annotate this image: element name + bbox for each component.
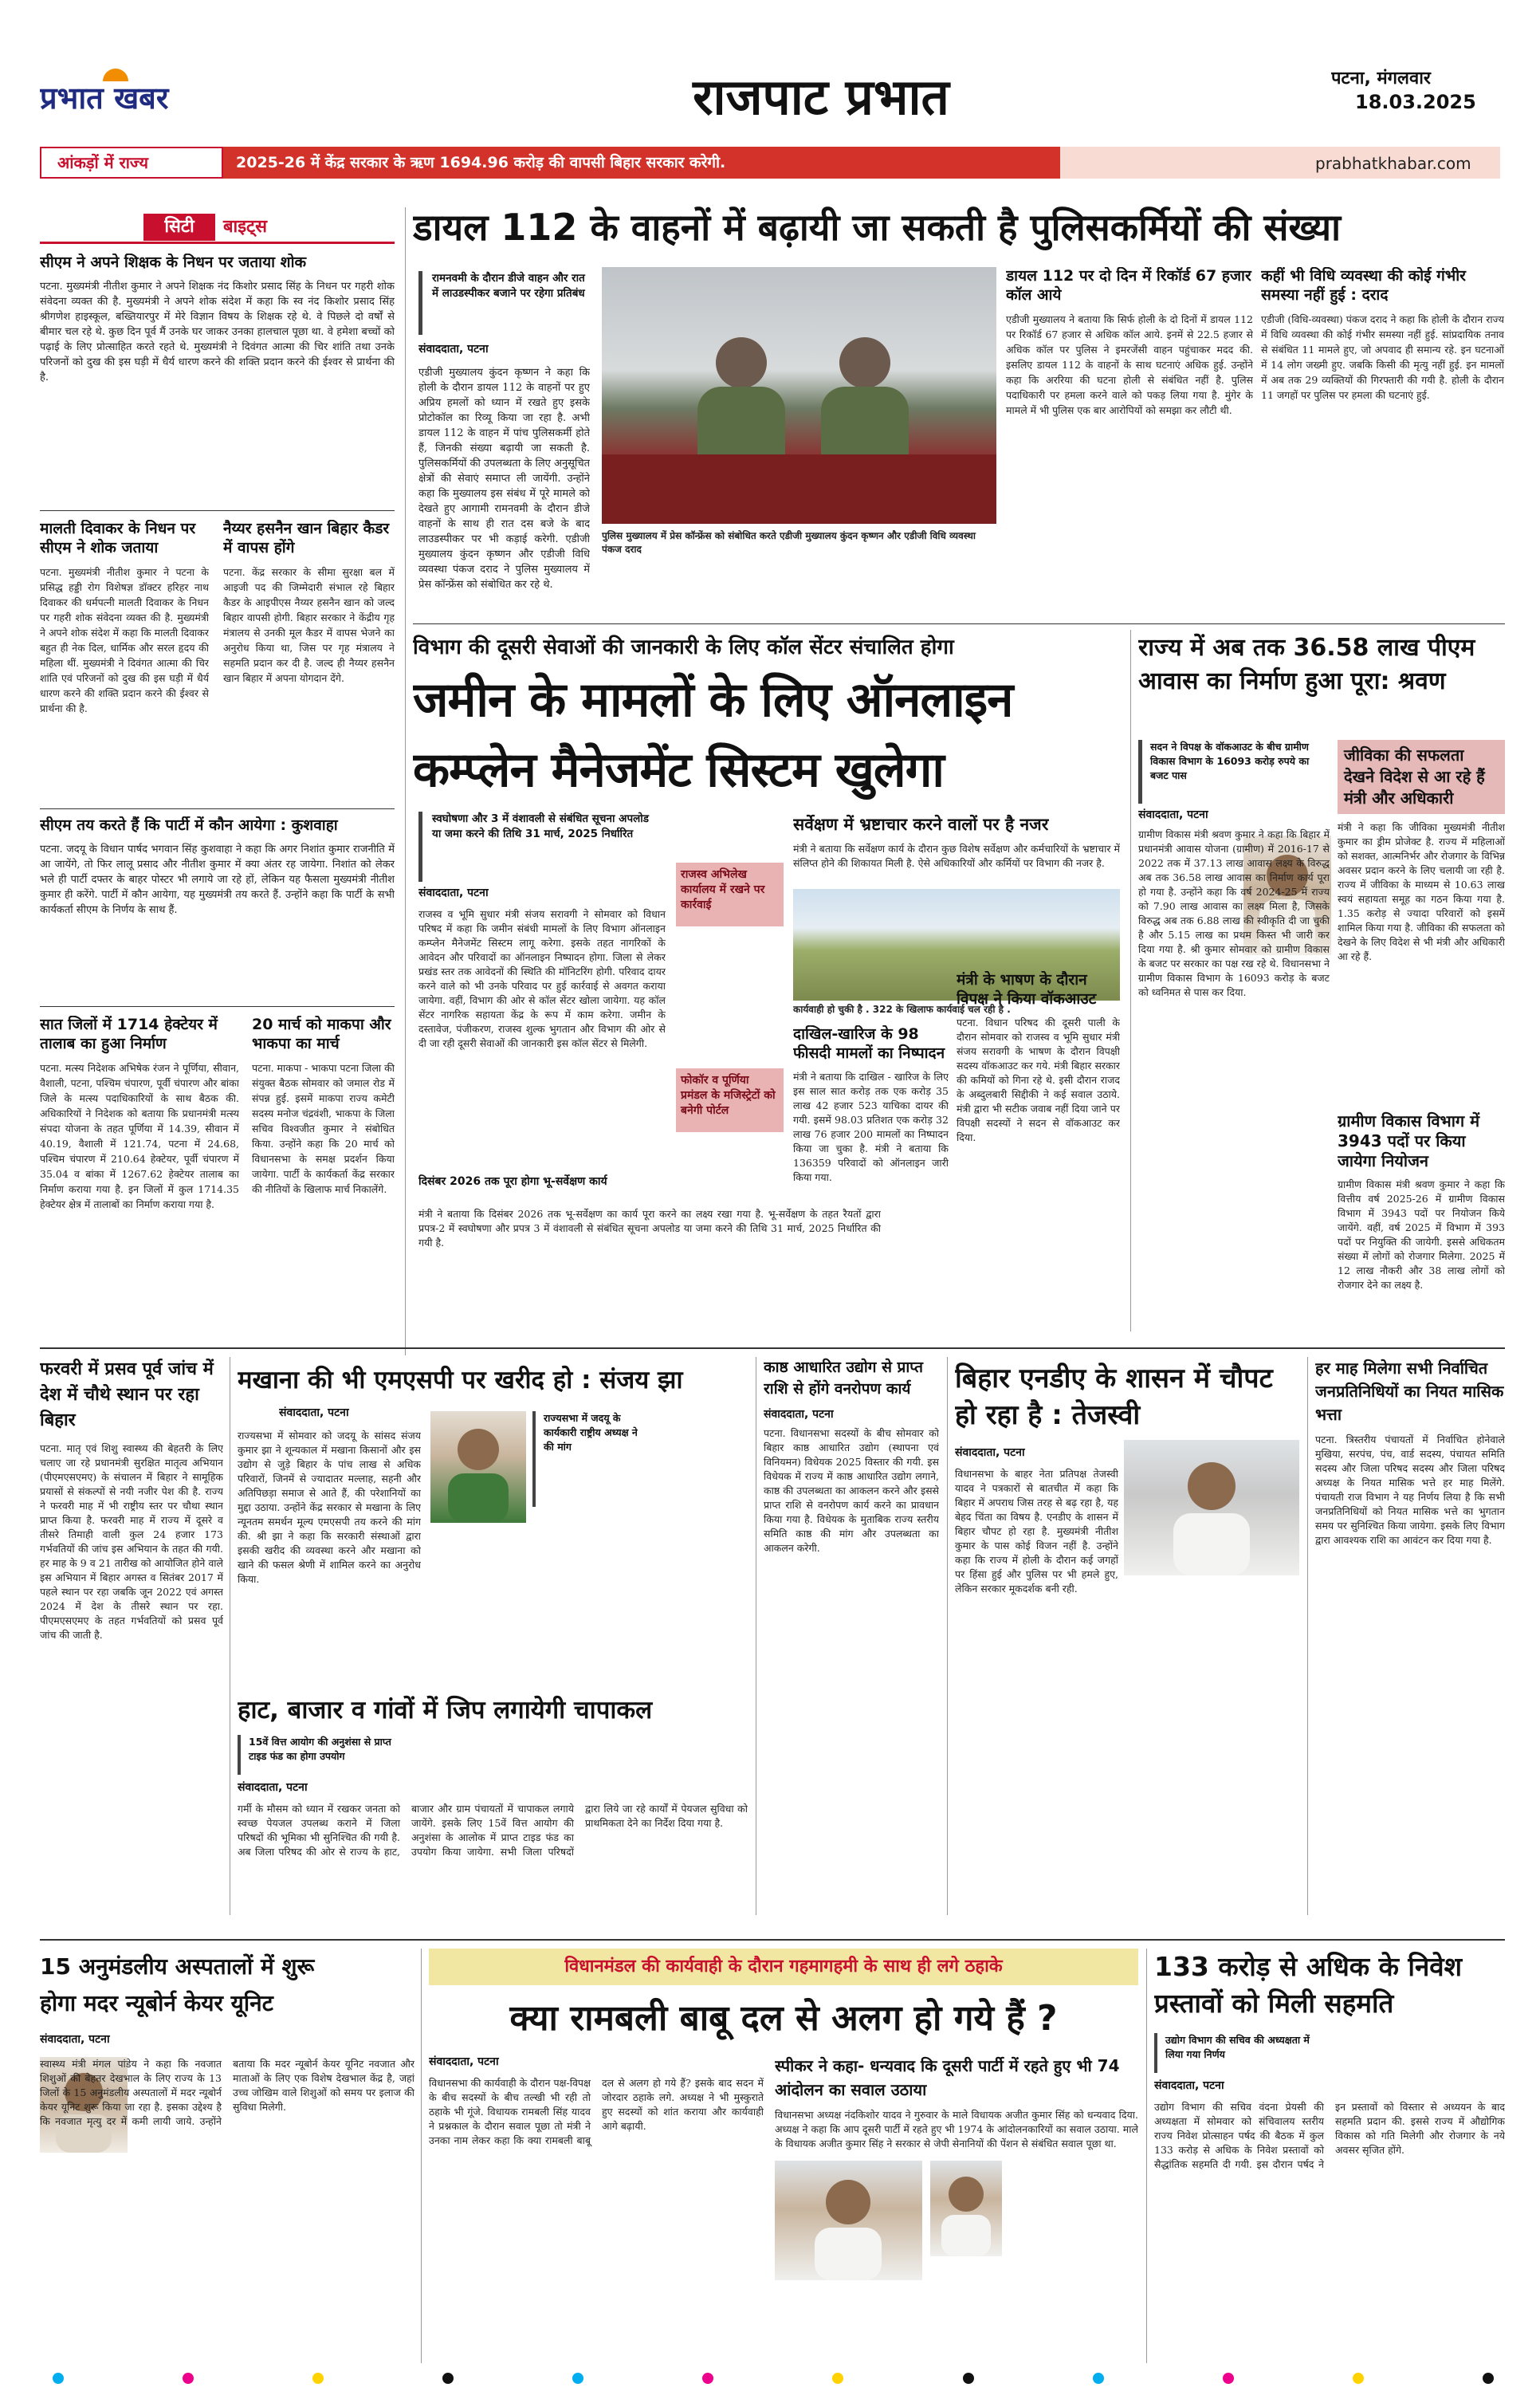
prabhat-khabar-logo[interactable]: प्रभात खबर [40, 65, 247, 113]
survey-photo-caption: कार्यवाही हो चुकी है . 322 के खिलाफ कार्यवाई चल रही है . [793, 1004, 1011, 1015]
hospital-text: स्वास्थ्य मंत्री मंगल पांडेय ने कहा कि नवजात शिशुओं की बेहतर देखभाल के लिए राज्य के 13 जिलों के 15 अनुमंडलीय अस्पतालों में मदर न्यूबोर्न केयर यूनिट शुरू किया जा रहा है. इसका उद्देश्य है कि नवजात मृत्यु दर में कमी लायी जाये. उन्होंने बताया कि मदर न्यूबोर्न केयर यूनिट नवजात और माताओं के लिए एक विशेष देखभाल केंद्र है, जहां उच्च जोखिम वाले शिशुओं को समय पर इलाज की सुविधा मिलेगी. [40, 2058, 414, 2127]
invest-bullet: उद्योग विभाग की सचिव की अध्यक्षता में लिया गया निर्णय [1154, 2033, 1322, 2073]
side-title: डायल 112 पर दो दिन में रिकॉर्ड 67 हजार कॉल आये [1006, 267, 1251, 304]
bite-2 [40, 520, 209, 831]
prasav-text: पटना. मातृ एवं शिशु स्वास्थ्य की बेहतरी के लिए चलाए जा रहे प्रधानमंत्री सुरक्षित मातृत्व अभियान (पीएमएसएमए) के संचालन में बिहार ने सामूहिक प्रयासों से संकल्पों से नयी नजीर पेश की है. राज्य ने फरवरी माह में भी राष्ट्रीय स्तर पर चौथा स्थान प्राप्त किया है. फरवरी माह में राज्य में दूसरे व तीसरे तिमाही वाली कुल 24 हजार 173 गर्भवतियों की जांच इस अभियान के तहत की गयी. हर माह के 9 व 21 तारीख को आयोजित होने वाले इस अभियान में बिहार अगस्त व सितंबर 2017 में पहले स्थान पर रहा जबकि जून 2022 एवं अगस्त 2024 में देश के तीसरे स्थान पर रहा. पीएमएसएमए के तहत गर्भवतियों को प्रसव पूर्व जांच की जाती है. [40, 1442, 223, 1641]
lead-side-2 [1261, 267, 1504, 618]
dakhil-title: दाखिल-खारिज के 98 फीसदी मामलों का निष्पादन [793, 1025, 945, 1062]
hospital-title-1: 15 अनुमंडलीय अस्पतालों में शुरू [40, 1953, 315, 1980]
stats-bar [40, 147, 1500, 179]
land-text: राजस्व व भूमि सुधार मंत्री संजय सरावगी ने सोमवार को विधान परिषद में कहा कि जमीन संबंधी मामलों के लिए विभाग ऑनलाइन कम्प्लेन मैनेजमेंट सिस्टम लागू करेगा. इसके तहत नागरिकों के आवेदन और परिवादों का ऑनलाइन निष्पादन होगा. जिला से लेकर प्रखंड स्तर तक आवेदनों की स्थिति की मॉनिटरिंग होगी. परिवाद दायर करने वाले को भी उनके परिवाद पर हुई कार्रवाई से अवगत कराया जायेगा. वहीं, विभाग की ओर से कॉल सेंटर खोला जायेगा. यह कॉल सेंटर नागरिक सहायता केंद्र के रूप में काम करेगा. जमीन के दस्तावेज, पंजीकरण, राजस्व शुल्क भुगतान और विभाग की ओर से दी जा रही दूसरी सेवाओं की जानकारी इस कॉल सेंटर से मिलेगी. [418, 908, 666, 1049]
lead-headline: डायल 112 के वाहनों में बढ़ायी जा सकती है पुलिसकर्मियों की संख्या [413, 206, 1341, 249]
haat-text: गर्मी के मौसम को ध्यान में रखकर जनता को स्वच्छ पेयजल उपलब्ध कराने में जिला परिषदों की भूमिका भी सुनिश्चित की गयी है. अब जिला परिषद की ओर से राज्य के हाट, बाजार और ग्राम पंचायतों में चापाकल लगाये जायेंगे. इसके लिए 15वें वित्त आयोग की अनुशंसा के आलोक में प्राप्त टाइड फंड का उपयोग किया जायेगा. सभी जिला परिषदों द्वारा लिये जा रहे कार्यों में पेयजल सुविधा को प्राथमिकता देने का निर्देश दिया गया है. [238, 1803, 748, 1858]
lead-press-conference-photo [602, 267, 996, 524]
rambali-title: क्या रामबली बाबू दल से अलग हो गये हैं ? [509, 1998, 1058, 2039]
box-text: फोकॉर व पूर्णिया प्रमंडल के मजिस्ट्रेटों को बनेगी पोर्टल [681, 1074, 776, 1117]
land-byline: संवाददाता, पटना [418, 887, 489, 899]
nda-byline: संवाददाता, पटना [955, 1446, 1025, 1459]
niyojan-text: ग्रामीण विकास मंत्री श्रवण कुमार ने कहा कि वित्तीय वर्ष 2025-26 में ग्रामीण विकास विभाग में 3943 पदों पर नियोजन किये जायेंगे. वहीं, वर्ष 2025 में विभाग में 393 पदों पर नियुक्ति की जायेगी. इससे अधिकतम संख्या में लोगों को रोजगार मिलेगा. 2025 में 12 लाख नौकरी और 38 लाख लोगों को रोजगार देने का लक्ष्य है. [1338, 1178, 1505, 1291]
magenta-dot [183, 2373, 194, 2384]
bite-title: सीएम तय करते हैं कि पार्टी में कौन आयेगा : कुशवाहा [40, 816, 338, 834]
person-icon [775, 2161, 922, 2280]
land-kicker: विभाग की दूसरी सेवाओं की जानकारी के लिए कॉल सेंटर संचालित होगा [413, 635, 954, 659]
makhana-text: राज्यसभा में सोमवार को जदयू के सांसद संजय कुमार झा ने शून्यकाल में मखाना किसानों और इस उद्योग से जुड़े बिहार के पांच लाख से अधिक परिवारों, जिनमें से ज्यादातर मल्लाह, सहनी और अतिपिछड़ा समाज से आते हैं, की परेशानियों का मुद्दा उठाया. उन्होंने केंद्र सरकार से मखाना के लिए न्यूनतम समर्थन मूल्य एमएसपी तय करने की मांग की. श्री झा ने कहा कि सरकारी संस्थाओं द्वारा इसकी खरीद की व्यवस्था करने और मखाना को खाने की फसल श्रेणी में शामिल करने का अनुरोध किया. [238, 1430, 421, 1585]
haat-title: हाट, बाजार व गांवों में जिप लगायेगी चापाकल [238, 1696, 653, 1725]
stats-text: 2025-26 में केंद्र सरकार के ऋण 1694.96 करोड़ की वापसी बिहार सरकार करेगी. [223, 147, 1060, 179]
banner-text: विधानमंडल की कार्यवाही के दौरान गहमागहमी के साथ ही लगे ठहाके [564, 1957, 1003, 1976]
invest-title: 133 करोड़ से अधिक के निवेश प्रस्तावों को मिली सहमति [1154, 1951, 1463, 2019]
page-title: राजपाट प्रभात [693, 68, 949, 123]
website-link[interactable]: prabhatkhabar.com [1315, 154, 1471, 173]
bite-title: 20 मार्च को माकपा और भाकपा का मार्च [252, 1016, 391, 1052]
speaker-title: स्पीकर ने कहा- धन्यवाद कि दूसरी पार्टी में रहते हुए भी 74 आंदोलन का सवाल उठाया [775, 2056, 1120, 2099]
bite-title: मालती दिवाकर के निधन पर सीएम ने शोक जताया [40, 520, 196, 557]
land-text-2: मंत्री ने बताया कि दिसंबर 2026 तक भू-सर्वेक्षण का कार्य पूरा करने का लक्ष्य रखा गया है. भू-सर्वेक्षण के तहत रैयतों द्वारा प्रपत्र-2 में स्वघोषणा और प्रपत्र 3 में वंशावली से संबंधित सूचना अपलोड या जमा करने की तिथि 31 मार्च, 2025 निर्धारित की गयी है. [418, 1208, 881, 1249]
bite-5 [40, 1016, 239, 1335]
makhana-title: मखाना की भी एमएसपी पर खरीद हो : संजय झा [238, 1366, 683, 1394]
walkout-text: पटना. विधान परिषद की दूसरी पाली के दौरान सोमवार को राजस्व व भूमि सुधार मंत्री संजय सरावगी के भाषण के दौरान विपक्षी सदस्य वॉकआउट कर गये. मंत्री बिहार सरकार की कमियों को गिना रहे थे. इसी दौरान राजद के अब्दुलबारी सिद्दीकी ने कई सवाल उठाये. मंत्री द्वारा भी सटीक जवाब नहीं दिया जाने पर विपक्षी सदस्यों ने सदन से वॉकआउट कर दिया. [957, 1016, 1120, 1143]
black-dot [1483, 2373, 1494, 2384]
awas-bullet: सदन ने विपक्ष के वॉकआउट के बीच ग्रामीण विकास विभाग के 16093 करोड़ रुपये का बजट पास [1138, 740, 1330, 804]
city-bites-label-b: बाइट्स [223, 217, 268, 237]
awas-headline: राज्य में अब तक 36.58 लाख पीएम आवास का निर्माण हुआ पूरा: श्रवण [1138, 634, 1475, 695]
yellow-dot [312, 2373, 324, 2384]
kasth-title: काष्ठ आधारित उद्योग से प्राप्त राशि से होंगे वनरोपण कार्य [764, 1359, 923, 1398]
bite-title: नैय्यर हसनैन खान बिहार कैडर में वापस होंगे [223, 520, 390, 557]
kasth-byline: संवाददाता, पटना [764, 1408, 834, 1421]
lead-side-1 [1006, 267, 1253, 618]
bite-3 [223, 520, 395, 831]
land-subhead: दिसंबर 2026 तक पूरा होगा भू-सर्वेक्षण कार्य [418, 1175, 607, 1188]
bite-1 [40, 254, 395, 509]
bite-text: पटना. माकपा - भाकपा पटना जिला की संयुक्त बैठक सोमवार को जमाल रोड में संपन्न हुई. इसमें माकपा राज्य कमेटी सदस्य मनोज चंद्रवंशी, भाकपा के जिला सचिव विश्वजीत कुमार ने संबोधित किया. उन्होंने कहा कि 20 मार्च को विधानसभा के समक्ष प्रदर्शन किया जायेगा. पार्टी के कार्यकर्ता केंद्र सरकार की नीतियों के खिलाफ मार्च निकालेंगे. [252, 1061, 395, 1195]
land-box-2 [676, 1068, 784, 1132]
nda-text: विधानसभा के बाहर नेता प्रतिपक्ष तेजस्वी यादव ने पत्रकारों से बातचीत में कहा कि बिहार में अपराध जिस तरह से बढ़ रहा है, यह बेहद चिंता का विषय है. एनडीए के शासन में बिहार चौपट हो रहा है. मुख्यमंत्री नीतीश कुमार के पास कोई विजन नहीं है. उन्होंने कहा कि राज्य में होली के दौरान कई जगहों पर हिंसा हुई और पुलिस पर भी हमले हुए, लेकिन सरकार मूकदर्शक बनी रही. [955, 1468, 1118, 1595]
print-color-dots [48, 2373, 1499, 2392]
stats-label: आंकड़ों में राज्य [40, 147, 223, 179]
bite-text: पटना. मुख्यमंत्री नीतीश कुमार ने अपने शिक्षक नंद किशोर प्रसाद सिंह के निधन पर गहरी शोक संवेदना व्यक्त की है. मुख्यमंत्री ने अपने शोक संदेश में कहा कि स्व नंद किशोर प्रसाद सिंह श्रीगणेश हाइस्कूल, बख्तियारपुर में मेरे विज्ञान विषय के शिक्षक रहे थे. वे पिछले दो वर्षों से बीमार चल रहे थे. कुछ दिन पूर्व मैं उनके घर जाकर उनका हालचाल पूछा था. वे हमेशा बच्चों को पढ़ाई के लिए प्रोत्साहित करते रहते थे. मुख्यमंत्री ने दिवंगत आत्मा की चिर शांति तथा उनके परिजनों को दुख की इस घड़ी में धैर्य धारण करने की शक्ति प्रदान करने की ईश्वर से प्रार्थना की है. [40, 280, 395, 383]
side-title: कहीं भी विधि व्यवस्था की कोई गंभीर समस्या नहीं हुई : दराद [1261, 267, 1466, 304]
city-bites-header [40, 207, 395, 244]
lead-text: एडीजी मुख्यालय कुंदन कृष्णन ने कहा कि होली के दौरान डायल 112 के वाहनों पर हुए अप्रिय हमलों को ध्यान में रखते हुए इसके प्रोटोकॉल का रिव्यू किया जा रहा है. अभी डायल 112 के वाहन में पांच पुलिसकर्मी होते हैं, जिनकी संख्या बढ़ायी जा सकती है. पुलिसकर्मियों की उपलब्धता के लिए अनुसूचित क्षेत्रों की सेवाएं समाप्त ली जायेंगी. उन्होंने कहा कि मुख्यालय इस संबंध में पूरे मामले को देखते हुए आगामी रामनवमी के दौरान डीजे वाहनों के साथ ही रात दस बजे के बाद लाउडस्पीकर पर भी कड़ाई करेगी. एडीजी मुख्यालय कुंदन कृष्णन और एडीजी विधि व्यवस्था पंकज दराद ने पुलिस मुख्यालय में प्रेस कॉन्फ्रेंस को संबोधित कर रहे थे. [418, 367, 590, 591]
walkout-title: मंत्री के भाषण के दौरान विपक्ष ने किया वॉकआउट [957, 971, 1097, 1008]
yellow-dot [1353, 2373, 1364, 2384]
haat-bullet: 15वें वित्त आयोग की अनुशंसा से प्राप्त टाइड फंड का होगा उपयोग [238, 1735, 405, 1775]
speaker-photo [775, 2161, 922, 2280]
haat-byline: संवाददाता, पटना [238, 1781, 308, 1794]
speaker-text: विधानसभा अध्यक्ष नंदकिशोर यादव ने गुरुवार के माले विधायक अजीत कुमार सिंह को धन्यवाद दिया. अध्यक्ष ने कहा कि आप दूसरी पार्टी में रहते हुए भी 1974 के आंदोलनकारियों का सवाल उठाया. माले के विधायक अजीत कुमार सिंह ने सरकार से जेपी सेनानियों की पेंशन से संबंधित सवाल पूछा था. [775, 2109, 1138, 2149]
land-headline-1: जमीन के मामलों के लिए ऑनलाइन [413, 672, 1013, 728]
nda-title: बिहार एनडीए के शासन में चौपट हो रहा है : तेजस्वी [955, 1363, 1273, 1431]
lead-photo-caption: पुलिस मुख्यालय में प्रेस कॉन्फ्रेंस को संबोधित करते एडीजी मुख्यालय कुंदन कृष्णन और एडीजी विधि व्यवस्था पंकज दराद [602, 530, 976, 555]
land-headline-2: कम्प्लेन मैनेजमेंट सिस्टम खुलेगा [413, 742, 944, 798]
kasth-text: पटना. विधानसभा सदस्यों के बीच सोमवार को बिहार काष्ठ आधारित उद्योग (स्थापना एवं विनियमन) विधेयक 2025 विस्तार की गयी. इस विधेयक में राज्य में काष्ठ आधारित उद्योग लगाने, काष्ठ की उपलब्धता का आकलन करने और इससे प्राप्त राशि से वनरोपण कार्य करने का प्रावधान किया गया है. विधेयक के मुताबिक राज्य स्तरीय समिति काष्ठ की मांग और उपलब्धता का आकलन करेगी. [764, 1427, 939, 1554]
invest-byline: संवाददाता, पटना [1154, 2079, 1224, 2092]
lead-byline: संवाददाता, पटना [418, 343, 489, 356]
side-text: एडीजी (विधि-व्यवस्था) पंकज दराद ने कहा कि होली के दौरान राज्य में विधि व्यवस्था की कोई गंभीर समस्या नहीं हुई. सांप्रदायिक तनाव से संबंधित 11 मामले हुए, जो अपवाद ही समान्य रहे. इन घटनाओं में 14 लोग जख्मी हुए. जबकि किसी की मृत्यु नहीं हुई. इन मामलों में अब तक 29 व्यक्तियों की गिरफ्तारी की गयी है. होली के दौरान 11 जगहों पर पुलिस पर हमला की घटनाएं हुई. [1261, 313, 1504, 401]
niyojan-box [1338, 1111, 1505, 1335]
hospital-byline: संवाददाता, पटना [40, 2033, 110, 2046]
masthead [0, 0, 1540, 142]
invest-text: उद्योग विभाग की सचिव वंदना प्रेयसी की अध्यक्षता में सोमवार को संचिवालय स्तरीय राज्य निवेश प्रोत्साहन पर्षद की बैठक में कुल 133 करोड़ से अधिक के निवेश प्रस्तावों को सैद्धांतिक सहमति दी गयी. इस दौरान पर्षद ने इन प्रस्तावों को विस्तार से अध्ययन के बाद सहमति प्रदान की. इससे राज्य में औद्योगिक विकास को गति मिलेगी और रोजगार के नये अवसर सृजित होंगे. [1154, 2101, 1505, 2170]
jeevika-title: जीविका की सफलता देखने विदेश से आ रहे हैं मंत्री और अधिकारी [1338, 740, 1505, 814]
mla-photo [930, 2161, 1002, 2256]
person-icon [430, 1411, 526, 1523]
bite-text: पटना. केंद्र सरकार के सीमा सुरक्षा बल में आइजी पद की जिम्मेदारी संभाल रहे बिहार कैडर के आइपीएस नैय्यर हसनैन खान को जल्द बिहार वापसी होगी. बिहार सरकार ने केंद्रीय गृह मंत्रालय से उनकी मूल कैडर में वापस भेजने का अनुरोध किया था, जिस पर गृह मंत्रालय ने सहमति प्रदान कर दी है. जल्द ही नैय्यर हसनैन खान बिहार में अपना योगदान देंगे. [223, 565, 395, 684]
edition-city: पटना, मंगलवार [1331, 69, 1431, 88]
makhana-bullet: राज्यसभा में जदयू के कार्यकारी राष्ट्रीय अध्यक्ष ने की मांग [532, 1411, 638, 1507]
edition-date: 18.03.2025 [1355, 91, 1476, 113]
dakhil-box [793, 1025, 949, 1280]
prasav-title: फरवरी में प्रसव पूर्व जांच में देश में चौथे स्थान पर रहा बिहार [40, 1359, 214, 1430]
makhana-text-2 [430, 1529, 741, 1625]
black-dot [963, 2373, 974, 2384]
cyan-dot [53, 2373, 64, 2384]
rambali-byline: संवाददाता, पटना [429, 2055, 499, 2068]
dakhil-text: मंत्री ने बताया कि दाखिल - खारिज के लिए इस साल सात करोड़ तक एक करोड़ 35 लाख 42 हजार 523 याचिका दायर की गयी. इसमें 98.03 प्रतिशत एक करोड़ 32 लाख 76 हजार 200 मामलों का निष्पादन किया जा चुका है. मंत्री ने बताया कि 136359 परिवादों को ऑनलाइन जारी किया गया. [793, 1070, 949, 1183]
legislature-banner [429, 1949, 1138, 1985]
bite-text: पटना. जदयू के विधान पार्षद भगवान सिंह कुशवाहा ने कहा कि अगर निशांत कुमार राजनीति में आ जायेंगे, तो फिर लालू प्रसाद और नीतीश कुमार में क्या अंतर रह जायेगा. निशांत को लेकर भले ही पार्टी दफ्तर के बाहर पोस्टर भी लगाये जा रहे हों, लेकिन यह फैसला मुख्यमंत्री नीतीश कुमार ही करेंगे. पार्टी में कौन आयेगा, यह मुख्यमंत्री तय करते हैं. उन्होंने कहा कि पार्टी के सभी कार्यकर्ता सीएम के निर्णय के साथ हैं. [40, 843, 395, 916]
land-bullet: स्वघोषणा और 3 में वंशावली से संबंधित सूचना अपलोड या जमा करने की तिथि 31 मार्च, 2025 निर्धारित [418, 812, 658, 882]
kasth-story [764, 1357, 939, 1931]
person-icon [930, 2161, 1002, 2256]
lead-text-continued [602, 568, 996, 609]
salary-title: हर माह मिलेगा सभी निर्वाचित जनप्रतिनिधियों का नियत मासिक भत्ता [1315, 1359, 1504, 1424]
jeevika-box [1338, 740, 1505, 1107]
magenta-dot [1223, 2373, 1234, 2384]
box-text: राजस्व अभिलेख कार्यालय में रखने पर कार्रवाई [681, 868, 765, 911]
bite-4 [40, 816, 395, 1000]
bite-text: पटना. मत्स्य निदेशक अभिषेक रंजन ने पूर्णिया, सीवान, वैशाली, पटना, पश्चिम चंपारण, पूर्वी चंपारण और बांका जिले के मत्स्य पदाधिकारियों के साथ बैठक की. अधिकारियों ने निदेशक को बताया कि प्रधानमंत्री मत्स्य संपदा योजना के तहत पूर्णिया में 14.39, सीवान में 40.19, वैशाली में 121.74, पटना में 24.68, पश्चिम चंपारण में 210.64 हेक्टेयर, पूर्वी चंपारण में 35.04 व बांका में 1267.62 हेक्टेयर तालाब का निर्माण कराया गया है. इन जिलों में कुल 1714.35 हेक्टेयर क्षेत्र में तालाबों का निर्माण कराया गया है. [40, 1061, 239, 1210]
prasav-story [40, 1357, 223, 1931]
officers-silhouette-icon [602, 267, 996, 524]
sanjay-jha-photo [430, 1411, 526, 1523]
niyojan-title: ग्रामीण विकास विभाग में 3943 पदों पर किया जायेगा नियोजन [1338, 1111, 1480, 1170]
city-bites-label-a: सिटी [143, 214, 215, 241]
awas-text: ग्रामीण विकास मंत्री श्रवण कुमार ने कहा कि बिहार में प्रधानमंत्री आवास योजना (ग्रामीण) में 2016-17 से 2022 तक में 37.13 लाख आवास लक्ष्य के विरुद्ध अब तक 36.58 लाख आवास का निर्माण कार्य पूरा हो गया है. उन्होंने कहा कि वर्ष 2024-25 में राज्य को 7.90 लाख आवास का लक्ष्य मिला है, जिसके विरुद्ध अब तक 6.88 लाख की स्वीकृति दी जा चुकी है और 5.15 लाख का प्रथम किस्त भी जारी कर दिया गया है. श्री कुमार सोमवार को ग्रामीण विकास के बजट पर सरकार का पक्ष रख रहे थे. विधानसभा ने ग्रामीण विकास विभाग के 16093 करोड़ के बजट को ध्वनिमत से पास कर दिया. [1138, 828, 1330, 998]
cyan-dot [1093, 2373, 1104, 2384]
hospital-title-2: होगा मदर न्यूबोर्न केयर यूनिट [40, 1990, 273, 2016]
rambali-text: विधानसभा की कार्यवाही के दौरान पक्ष-विपक्ष के बीच सदस्यों के बीच तल्खी भी रही तो ठहाके भी गूंजे. विधायक रामबली सिंह यादव ने प्रश्नकाल के दौरान सवाल पूछा तो मंत्री ने उनका नाम लेकर कहा कि क्या रामबली बाबू दल से अलग हो गये हैं? इसके बाद सदन में जोरदार ठहाके लगे. अध्यक्ष ने भी मुस्कुराते हुए सदस्यों को शांत कराया और कार्यवाही आगे बढ़ायी. [429, 2077, 764, 2146]
tejashwi-photo [1124, 1440, 1299, 1575]
bite-title: सीएम ने अपने शिक्षक के निधन पर जताया शोक [40, 254, 307, 271]
cyan-dot [572, 2373, 583, 2384]
survey-title: सर्वेक्षण में भ्रष्टाचार करने वालों पर है नजर [793, 815, 1049, 834]
land-box-1 [676, 863, 784, 926]
side-text: एडीजी मुख्यालय ने बताया कि सिर्फ होली के दो दिनों में डायल 112 पर रिकॉर्ड 67 हजार से अधिक कॉल आये. इनमें से 22.5 हजार से अधिक कॉल पर पुलिस ने इमरजेंसी वाहन पहुंचाकर मदद की. इसलिए डायल 112 के वाहनों के साथ घटनाएं अधिक हुई. उन्होंने कहा कि अररिया की घटना होली से संबंधित नहीं है. पुलिस पदाधिकारी पर हमला करने वाले को पकड़ लिया गया है. मुंगेर के मामले में भी पुलिस एक बार आरोपियों को समझा कर लौटी थी. [1006, 313, 1253, 416]
awas-byline: संवाददाता, पटना [1138, 808, 1208, 821]
salary-text: पटना. त्रिस्तरीय पंचायतों में निर्वाचित होनेवाले मुखिया, सरपंच, पंच, वार्ड सदस्य, पंचायत समिति सदस्य और जिला परिषद सदस्य और जिला परिषद अध्यक्ष के नियत मासिक भत्ते हर माह मिलेंगे. पंचायती राज विभाग ने यह निर्णय लिया है कि सभी जनप्रतिनिधियों को नियत मासिक भत्ते का भुगतान समय पर सुनिश्चित किया जायेगा. इसके लिए विभाग द्वारा आवश्यक राशि का आवंटन कर दिया गया है. [1315, 1434, 1505, 1546]
black-dot [442, 2373, 454, 2384]
bite-6 [252, 1016, 395, 1335]
person-icon [1124, 1440, 1299, 1575]
bite-text: पटना. मुख्यमंत्री नीतीश कुमार ने पटना के प्रसिद्ध हड्डी रोग विशेषज्ञ डॉक्टर हरिहर नाथ दिवाकर की धर्मपत्नी मालती दिवाकर के निधन पर गहरी शोक संवेदना व्यक्त की है. मुख्यमंत्री ने अपने शोक संदेश में कहा कि मालती दिवाकर बहुत ही नेक दिल, धार्मिक और सरल हृदय की महिला थीं. मुख्यमंत्री ने दिवंगत आत्मा की चिर शांति एवं परिजनों को दुख की इस घड़ी में धैर्य धारण करने की शक्ति प्रदान करने की ईश्वर से प्रार्थना की है. [40, 565, 209, 714]
yellow-dot [832, 2373, 843, 2384]
walkout-box [957, 971, 1120, 1306]
magenta-dot [702, 2373, 713, 2384]
makhana-byline: संवाददाता, पटना [279, 1406, 349, 1419]
lead-bullet: रामनवमी के दौरान डीजे वाहन और रात में लाउडस्पीकर बजाने पर रहेगा प्रतिबंध [418, 271, 590, 335]
jeevika-text: मंत्री ने कहा कि जीविका मुख्यमंत्री नीतीश कुमार का ड्रीम प्रोजेक्ट है. राज्य में महिलाओं को सशक्त, आत्मनिर्भर और रोजगार के विभिन्न अवसर प्रदान करने के लिए चलायी जा रही है. राज्य में जीविका के माध्यम से 10.63 लाख स्वयं सहायता समूह का गठन किया गया है. 1.35 करोड़ से ज्यादा परिवारों को इसमें शामिल किया गया है. जीविका की सफलता को देखने के लिए विदेश से भी मंत्री और अधिकारी आ रहे हैं. [1338, 821, 1505, 962]
survey-text: मंत्री ने बताया कि सर्वेक्षण कार्य के दौरान कुछ विशेष सर्वेक्षण और कर्मचारियों के भ्रष्टाचार में संलिप्त होने की शिकायत मिली है. ऐसे अधिकारियों और कर्मियों पर विभाग की नजर है. [793, 843, 1120, 869]
bite-title: सात जिलों में 1714 हेक्टेयर में तालाब का हुआ निर्माण [40, 1016, 218, 1052]
salary-story [1315, 1357, 1505, 1931]
